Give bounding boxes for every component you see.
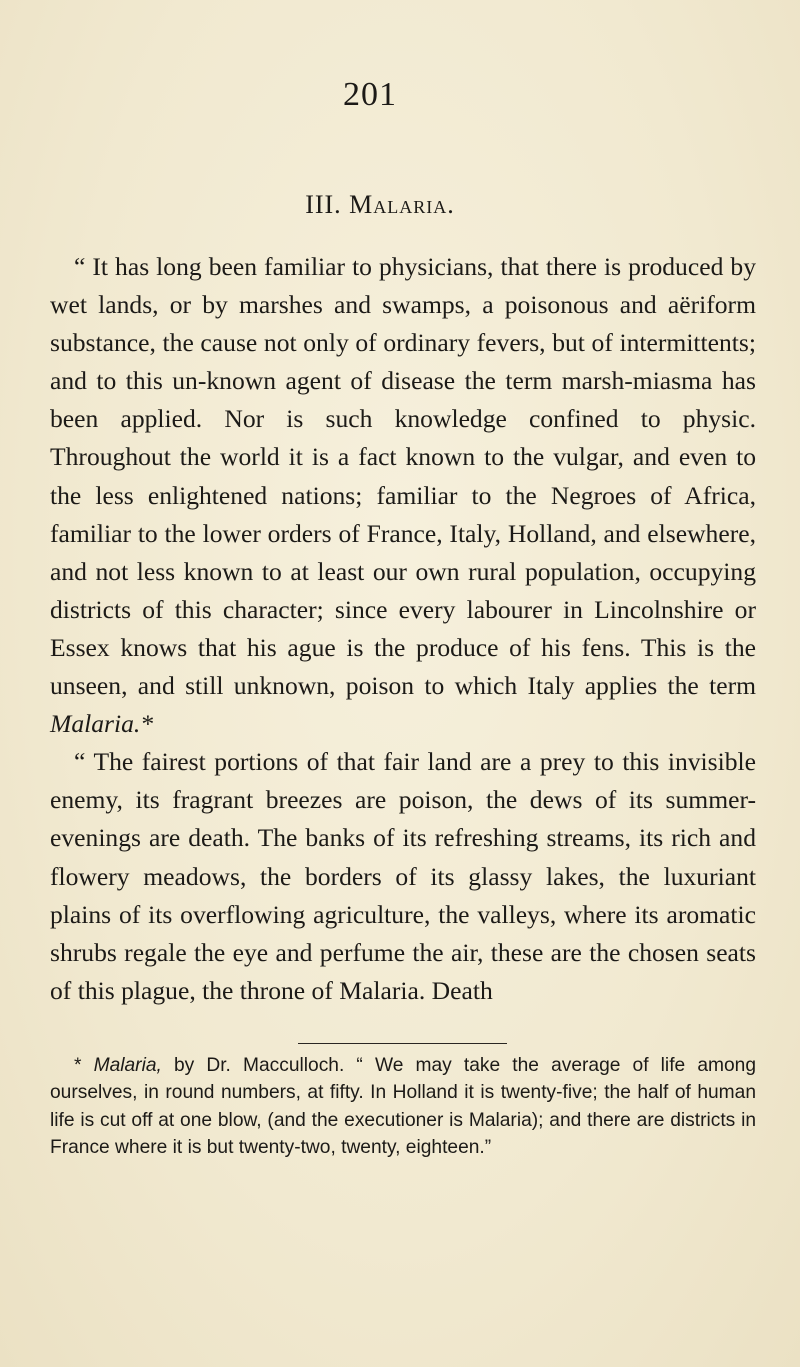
footnote-text: by Dr. Macculloch. “ We may take the average of life among ourselves, in round numbers, at fifty. In Holland it is twenty-five; the half of human life is cut off at one blow, (and the executioner is Malaria); and there are districts in France where it is but twenty-two, twenty, eighteen.” [50,1055,756,1159]
chapter-title: III. Malaria. [305,190,455,219]
body-text [50,248,756,1010]
page-number: 201 [343,76,397,113]
paragraph-1-text: “ It has long been familiar to physicians, that there is produced by wet lands, or by marshes and swamps, a poisonous and aëriform substance, the cause not only of ordinary fevers, but of intermittents; and to this un-known agent of disease the term marsh-miasma has been applied. Nor is such knowledge confined to physic. Throughout the world it is a fact known to the vulgar, and even to the less enlightened nations; familiar to the Negroes of Africa, familiar to the lower orders of France, Italy, Holland, and elsewhere, and not less known to at least our own rural population, occupying districts of this character; since every labourer in Lincolnshire or Essex knows that his ague is the produce of his fens. This is the unseen, and still unknown, poison to which Italy applies the term [50,252,756,701]
paragraph-2 [50,743,756,1010]
footnote [50,1052,756,1162]
footnote-divider [298,1043,507,1044]
paragraph-1-italic-term: Malaria.* [50,709,154,739]
paragraph-2-text: “ The fairest portions of that fair land are a prey to this invisible enemy, its fragrant breezes are poison, the dews of its summer-evenings are death. The banks of its refreshing streams, its rich and flowery meadows, the borders of its glassy lakes, the luxuriant plains of its overflowing agriculture, the valleys, where its aromatic shrubs regale the eye and perfume the air, these are the chosen seats of this plague, the throne of Malaria. Death [50,747,756,1005]
footnote-term: Malaria, [93,1055,162,1076]
footnote-paragraph [50,1052,756,1162]
footnote-marker: * [74,1055,94,1076]
paragraph-1 [50,248,756,743]
